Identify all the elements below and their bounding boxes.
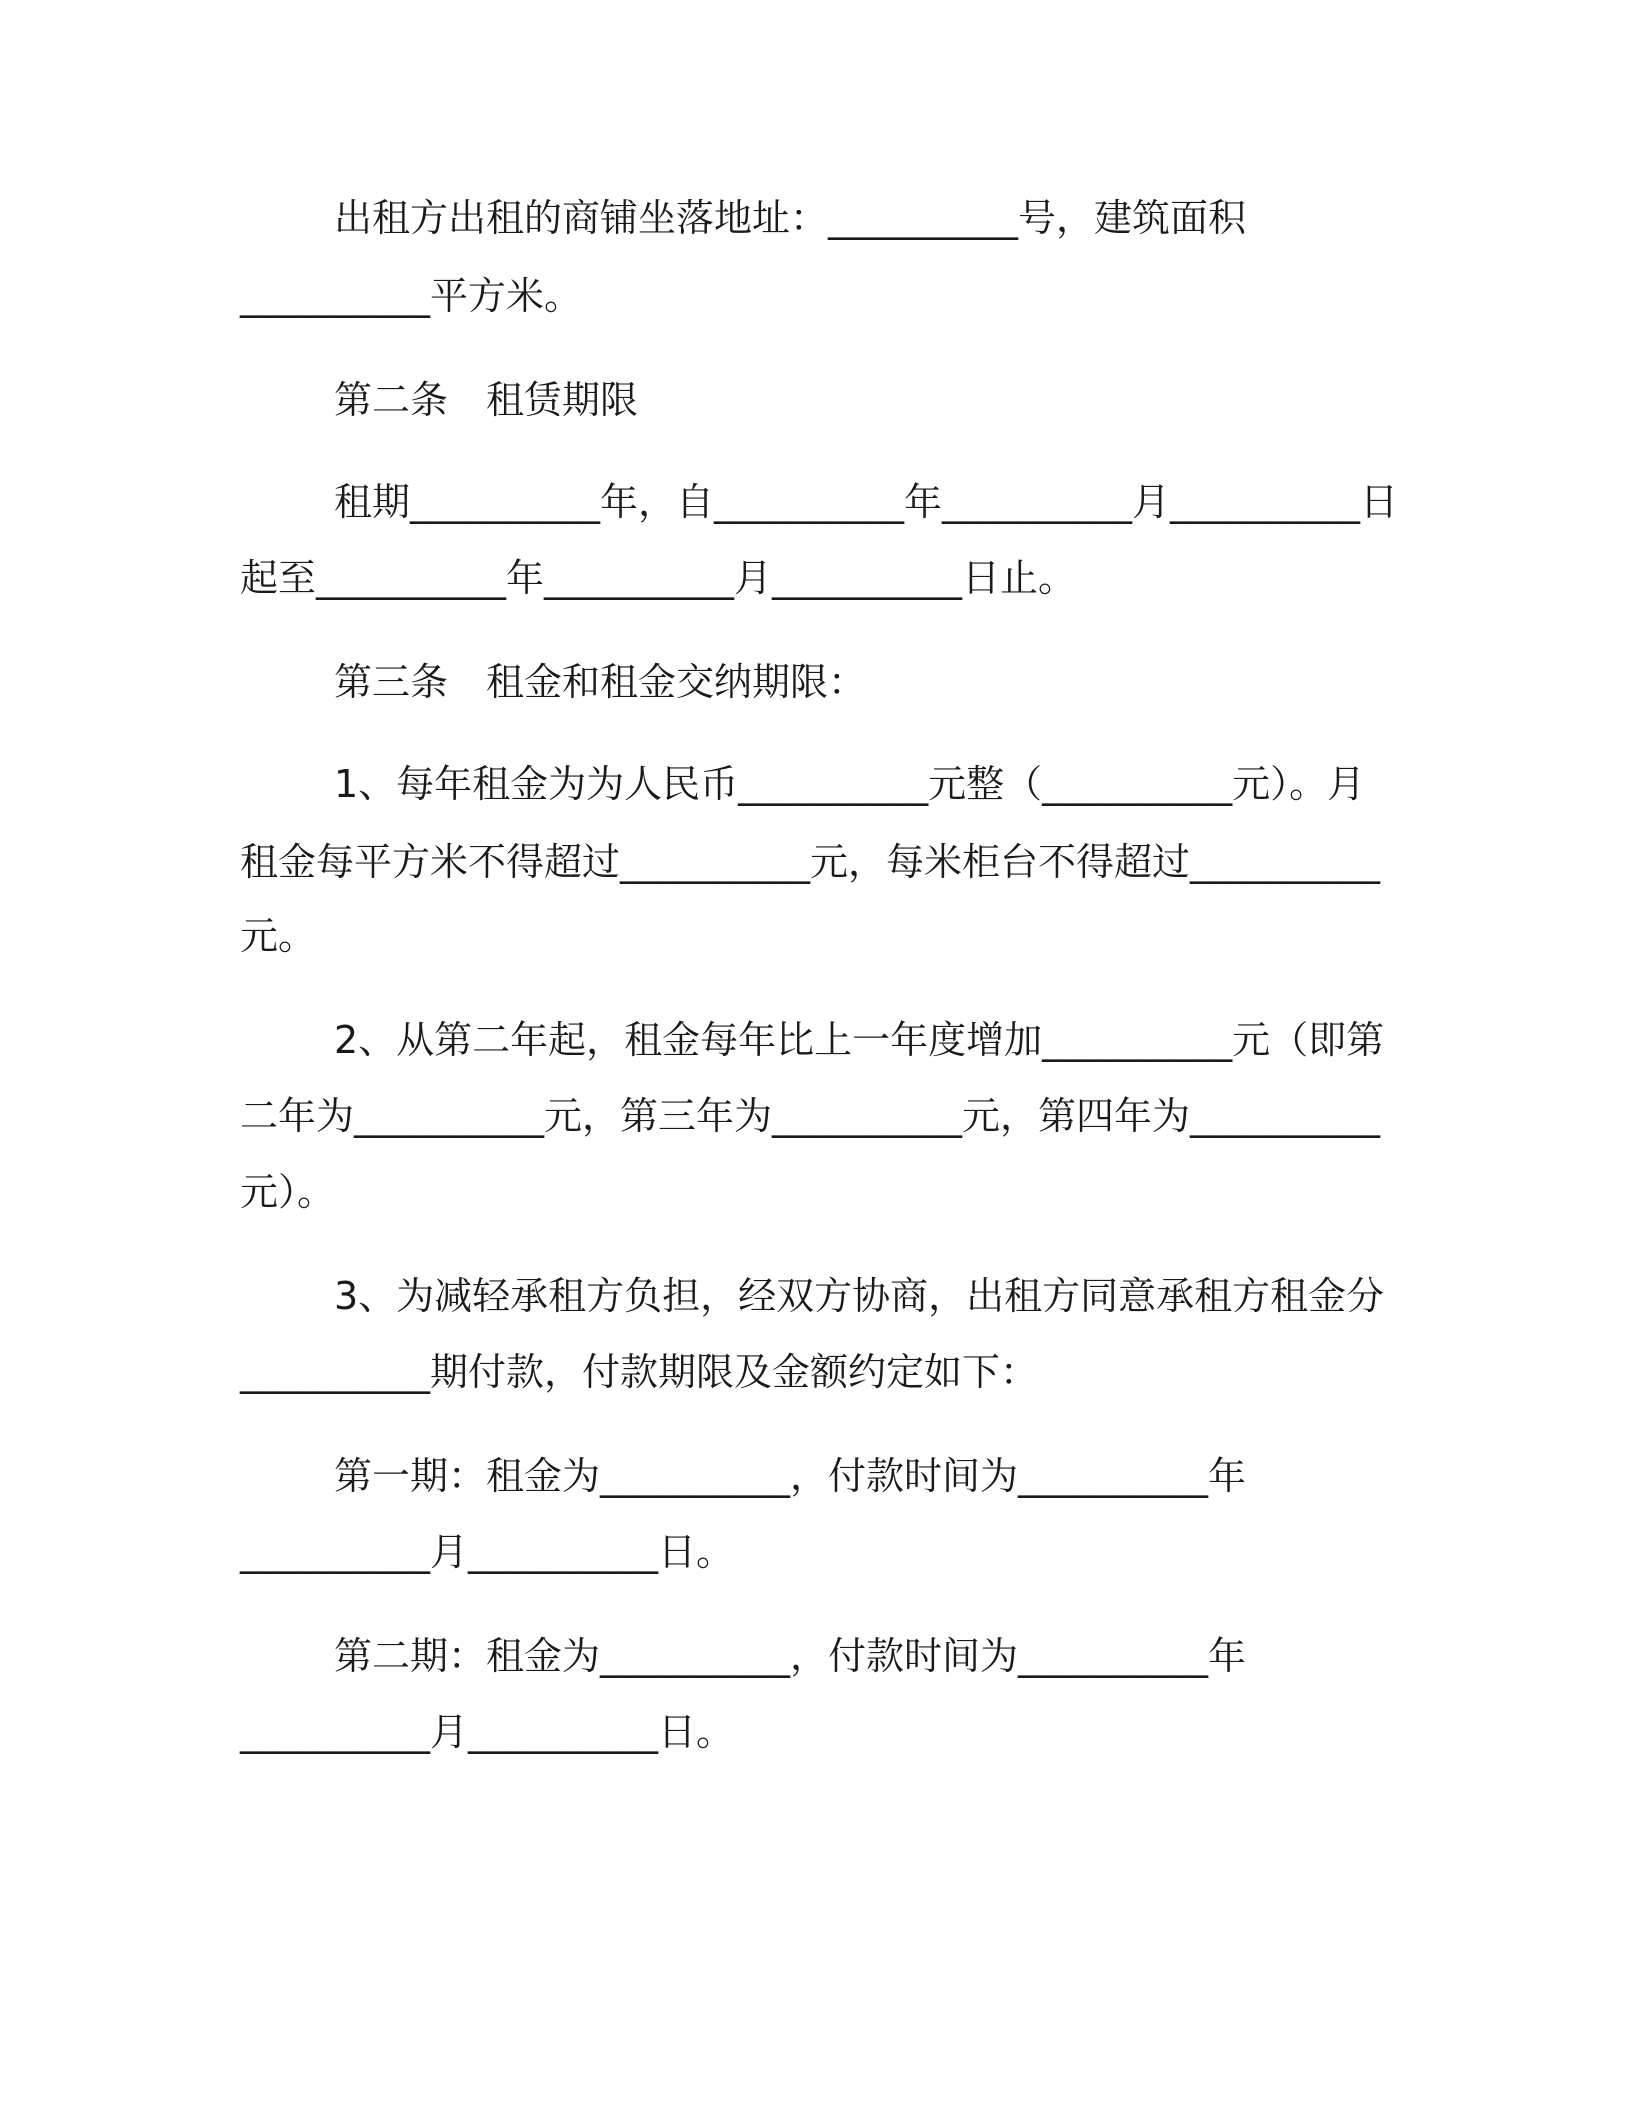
rent-clause-2-line-2: 二年为__________元，第三年为__________元，第四年为__________ xyxy=(240,1094,1381,1138)
rent-clause-1-line-3: 元。 xyxy=(240,914,317,958)
rent-clause-1-line-1: 1、每年租金为为人民币__________元整（__________元）。月 xyxy=(334,762,1366,806)
rent-clause-2-line-1: 2、从第二年起，租金每年比上一年度增加__________元（即第 xyxy=(334,1018,1385,1062)
term-end-line: 起至__________年__________月__________日止。 xyxy=(240,556,1077,600)
installment-2-line-1: 第二期：租金为__________，付款时间为__________年 xyxy=(334,1634,1247,1678)
rent-clause-3-line-1: 3、为减轻承租方负担，经双方协商，出租方同意承租方租金分 xyxy=(334,1274,1385,1318)
article-three-heading: 第三条 租金和租金交纳期限： xyxy=(334,660,867,704)
term-line: 租期__________年，自__________年__________月__________日 xyxy=(334,480,1399,524)
rent-clause-1-line-2: 租金每平方米不得超过__________元，每米柜台不得超过__________ xyxy=(240,840,1381,884)
rent-clause-2-line-3: 元）。 xyxy=(240,1170,336,1214)
installment-1-line-1: 第一期：租金为__________，付款时间为__________年 xyxy=(334,1454,1247,1498)
installment-1-line-2: __________月__________日。 xyxy=(240,1530,735,1574)
installment-2-line-2: __________月__________日。 xyxy=(240,1710,735,1754)
address-line: 出租方出租的商铺坐落地址：__________号，建筑面积 xyxy=(334,196,1247,240)
rent-clause-3-line-2: __________期付款，付款期限及金额约定如下： xyxy=(240,1350,1039,1394)
area-line: __________平方米。 xyxy=(240,274,583,318)
article-two-heading: 第二条 租赁期限 xyxy=(334,378,639,422)
